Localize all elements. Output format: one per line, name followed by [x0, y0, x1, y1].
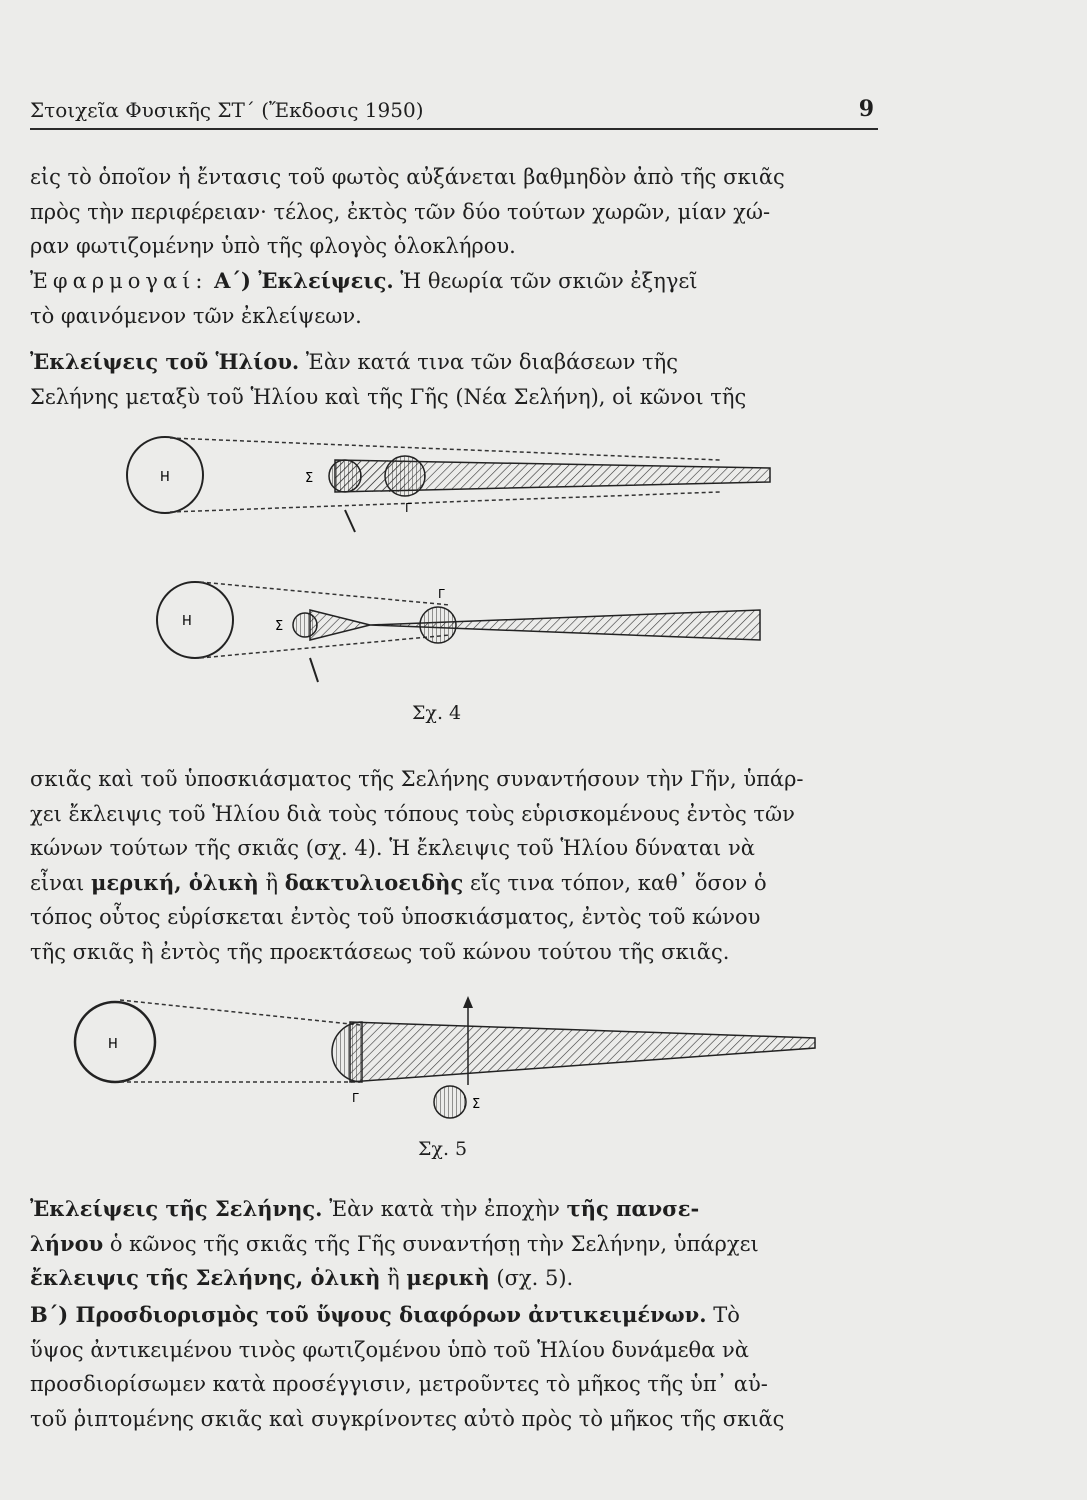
text-line: ραν φωτιζομένην ὑπὸ τῆς φλογὸς ὁλοκλήρου.	[30, 234, 516, 258]
text-fragment: εἶναι	[30, 870, 85, 895]
moon-circle	[329, 460, 361, 492]
text-fragment: εἴς τινα τόπον, καθ᾿ ὅσον ὁ	[469, 870, 767, 895]
figure-5-caption: Σχ. 5	[418, 1138, 468, 1160]
moon-label: Σ	[472, 1097, 481, 1112]
text-line: χει ἔκλειψις τοῦ Ἡλίου διὰ τοὺς τόπους τοὺς εὑρισκομένους ἐντὸς τῶν	[30, 801, 795, 826]
figure-4-caption: Σχ. 4	[412, 702, 462, 724]
bold-term: δακτυλιοειδὴς	[284, 869, 464, 895]
running-header	[30, 96, 878, 130]
paragraph-moon-eclipse	[30, 1192, 878, 1296]
earth-label: Γ	[405, 501, 412, 515]
paragraph-applications	[30, 264, 878, 333]
section-heading-height: Β΄) Προσδιορισμὸς τοῦ ὕψους διαφόρων ἀντικειμένων.	[30, 1302, 707, 1327]
text-line: τόπος οὗτος εὑρίσκεται ἐντὸς τοῦ ὑποσκιάσματος, ἐντὸς τοῦ κώνου	[30, 905, 761, 929]
text-line: σκιᾶς καὶ τοῦ ὑποσκιάσματος τῆς Σελήνης συναντήσουν τὴν Γῆν, ὑπάρ-	[30, 767, 804, 791]
earth-circle	[420, 607, 456, 643]
text-line: εἰς τὸ ὁποῖον ἡ ἔντασις τοῦ φωτὸς αὐξάνεται βαθμηδὸν ἀπὸ τῆς σκιᾶς	[30, 165, 785, 189]
text-fragment: ἢ	[387, 1266, 400, 1290]
figure-5-diagram	[60, 990, 830, 1130]
text-line: τὸ φαινόμενον τῶν ἐκλείψεων.	[30, 303, 362, 328]
text-line: Σελήνης μεταξὺ τοῦ Ἡλίου καὶ τῆς Γῆς (Νέα Σελήνη), οἱ κῶνοι τῆς	[30, 384, 747, 409]
moon-label: Σ	[305, 471, 314, 486]
text-line: τοῦ ῥιπτομένης σκιᾶς καὶ συγκρίνοντες αὐτὸ πρὸς τὸ μῆκος τῆς σκιᾶς	[30, 1406, 785, 1431]
text-fragment: Ἐὰν κατὰ τὴν ἐποχὴν	[329, 1197, 560, 1221]
text-fragment: Τὸ	[713, 1303, 740, 1327]
shadow-cone	[350, 1022, 815, 1082]
paragraph-intro	[30, 160, 878, 264]
paragraph-sun-eclipse-types	[30, 762, 878, 969]
text-line: ὕψος ἀντικειμένου τινὸς φωτιζομένου ὑπὸ τοῦ Ἡλίου δυνάμεθα νὰ	[30, 1337, 749, 1362]
text-line: προσδιορίσωμεν κατὰ προσέγγισιν, μετροῦντες τὸ μῆκος τῆς ὑπ᾿ αὐ-	[30, 1372, 768, 1396]
sun-circle	[157, 582, 233, 658]
bold-term: λήνου	[30, 1230, 104, 1256]
bold-term: τῆς πανσε-	[566, 1196, 700, 1221]
bold-term: ἔκλειψις τῆς Σελήνης, ὁλικὴ	[30, 1265, 381, 1290]
paragraph-sun-eclipse	[30, 345, 878, 414]
paragraph-height-measurement	[30, 1298, 878, 1436]
text-line: κώνων τούτων τῆς σκιᾶς (σχ. 4). Ἡ ἔκλειψις τοῦ Ἡλίου δύναται νὰ	[30, 836, 755, 860]
sun-label: Η	[160, 470, 170, 485]
subheading-moon-eclipse: Ἐκλείψεις τῆς Σελήνης.	[30, 1196, 323, 1221]
subheading-sun-eclipse: Ἐκλείψεις τοῦ Ἡλίου.	[30, 349, 300, 374]
text-fragment: (σχ. 5).	[496, 1266, 574, 1290]
text-fragment: ὁ κῶνος τῆς σκιᾶς τῆς Γῆς συναντήσῃ τὴν Σελήνην, ὑπάρχει	[109, 1231, 759, 1256]
text-fragment: Ἡ θεωρία τῶν σκιῶν ἐξηγεῖ	[400, 269, 698, 293]
moon-circle	[434, 1086, 466, 1118]
earth-circle	[385, 456, 425, 496]
text-line: πρὸς τὴν περιφέρειαν· τέλος, ἐκτὸς τῶν δύο τούτων χωρῶν, μίαν χώ-	[30, 199, 771, 224]
moon-label: Σ	[275, 619, 284, 634]
figure-4-diagram	[120, 430, 780, 700]
earth-circle	[332, 1022, 362, 1082]
book-title: Στοιχεῖα Φυσικῆς ΣΤ΄ (Ἔκδοσις 1950)	[30, 98, 424, 122]
earth-label: Γ	[352, 1091, 359, 1105]
earth-label: Γ	[438, 587, 445, 601]
sun-label: Η	[108, 1037, 118, 1052]
bold-term: μερική, ὁλικὴ	[90, 869, 259, 895]
sun-label: Η	[182, 614, 192, 629]
page-number: 9	[858, 96, 874, 122]
section-heading-eclipses: Α΄) Ἐκλείψεις.	[214, 268, 394, 293]
bold-term: μερικὴ	[406, 1265, 490, 1290]
text-fragment: Ἐὰν κατά τινα τῶν διαβάσεων τῆς	[305, 350, 679, 374]
applications-label: Ἐφαρμογαί:	[30, 269, 208, 293]
moon-circle	[293, 613, 317, 637]
text-line: τῆς σκιᾶς ἢ ἐντὸς τῆς προεκτάσεως τοῦ κώνου τούτου τῆς σκιᾶς.	[30, 939, 730, 964]
text-fragment: ἢ	[265, 870, 279, 895]
